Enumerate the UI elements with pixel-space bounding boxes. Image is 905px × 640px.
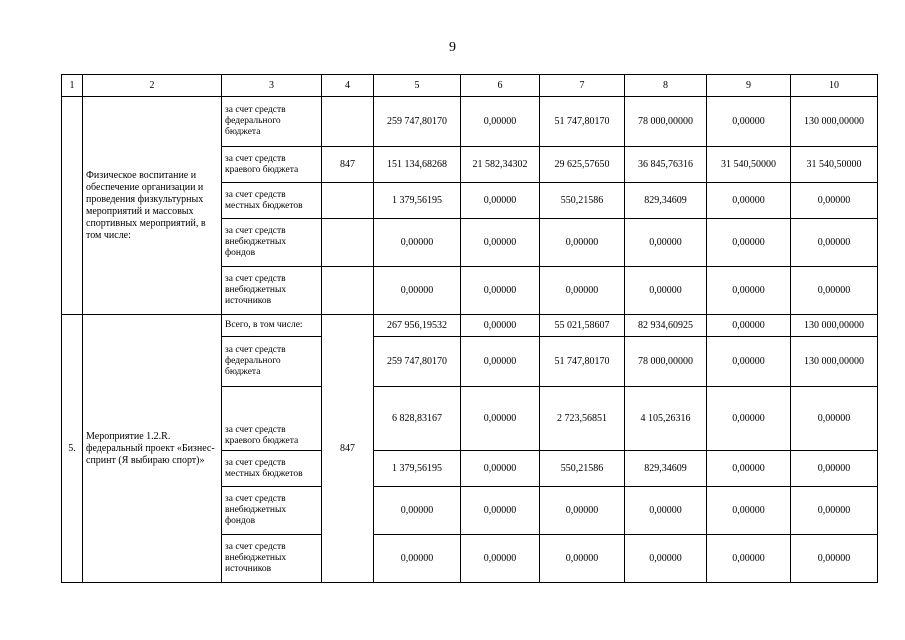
value-cell: 0,00000 — [791, 487, 878, 535]
header-cell: 10 — [791, 75, 878, 97]
header-row — [62, 75, 878, 97]
value-cell: 0,00000 — [707, 337, 791, 387]
value-cell: 0,00000 — [625, 267, 707, 315]
header-cell: 9 — [707, 75, 791, 97]
funding-source-label: за счет средств местных бюджетов — [222, 183, 322, 219]
value-cell: 1 379,56195 — [374, 451, 461, 487]
value-cell: 0,00000 — [461, 97, 540, 147]
value-cell: 78 000,00000 — [625, 97, 707, 147]
value-cell: 829,34609 — [625, 451, 707, 487]
header-cell: 3 — [222, 75, 322, 97]
row-number-cell: 5. — [62, 315, 83, 583]
value-cell: 0,00000 — [374, 487, 461, 535]
value-cell: 51 747,80170 — [540, 337, 625, 387]
table-row — [62, 97, 878, 147]
value-cell: 0,00000 — [461, 267, 540, 315]
header-cell: 7 — [540, 75, 625, 97]
funding-source-label: за счет средств внебюджетных фондов — [222, 219, 322, 267]
value-cell: 0,00000 — [707, 387, 791, 451]
value-cell: 51 747,80170 — [540, 97, 625, 147]
value-cell: 36 845,76316 — [625, 147, 707, 183]
value-cell: 0,00000 — [461, 219, 540, 267]
value-cell: 0,00000 — [374, 267, 461, 315]
value-cell: 550,21586 — [540, 183, 625, 219]
funding-source-label: за счет средств краевого бюджета — [222, 387, 322, 451]
value-cell: 0,00000 — [461, 315, 540, 337]
value-cell: 0,00000 — [461, 535, 540, 583]
header-cell: 4 — [322, 75, 374, 97]
page-number: 9 — [449, 40, 456, 55]
value-cell: 1 379,56195 — [374, 183, 461, 219]
code-cell — [322, 183, 374, 219]
value-cell: 259 747,80170 — [374, 337, 461, 387]
value-cell: 29 625,57650 — [540, 147, 625, 183]
measure-name-cell: Физическое воспитание и обеспечение организации и проведения физкультурных мероприятий и массовых спортивных мероприятий, в том числе: — [83, 97, 222, 315]
value-cell: 0,00000 — [707, 97, 791, 147]
funding-source-label: за счет средств местных бюджетов — [222, 451, 322, 487]
header-cell: 2 — [83, 75, 222, 97]
funding-source-label: Всего, в том числе: — [222, 315, 322, 337]
measure-name-cell: Мероприятие 1.2.R. федеральный проект «Бизнес-спринт (Я выбираю спорт)» — [83, 315, 222, 583]
funding-source-label: за счет средств федерального бюджета — [222, 337, 322, 387]
code-cell — [322, 219, 374, 267]
funding-source-label: за счет средств краевого бюджета — [222, 147, 322, 183]
value-cell: 0,00000 — [540, 535, 625, 583]
value-cell: 0,00000 — [374, 535, 461, 583]
value-cell: 0,00000 — [625, 487, 707, 535]
value-cell: 0,00000 — [461, 487, 540, 535]
value-cell: 130 000,00000 — [791, 337, 878, 387]
value-cell: 0,00000 — [707, 535, 791, 583]
header-cell: 5 — [374, 75, 461, 97]
value-cell: 0,00000 — [791, 267, 878, 315]
value-cell: 0,00000 — [791, 451, 878, 487]
code-cell: 847 — [322, 315, 374, 583]
value-cell: 550,21586 — [540, 451, 625, 487]
value-cell: 130 000,00000 — [791, 315, 878, 337]
value-cell: 0,00000 — [707, 219, 791, 267]
header-cell: 1 — [62, 75, 83, 97]
value-cell: 31 540,50000 — [707, 147, 791, 183]
value-cell: 0,00000 — [540, 267, 625, 315]
header-cell: 8 — [625, 75, 707, 97]
value-cell: 0,00000 — [791, 535, 878, 583]
value-cell: 0,00000 — [707, 267, 791, 315]
value-cell: 259 747,80170 — [374, 97, 461, 147]
value-cell: 78 000,00000 — [625, 337, 707, 387]
value-cell: 0,00000 — [461, 387, 540, 451]
value-cell: 0,00000 — [461, 183, 540, 219]
value-cell: 130 000,00000 — [791, 97, 878, 147]
value-cell: 267 956,19532 — [374, 315, 461, 337]
value-cell: 82 934,60925 — [625, 315, 707, 337]
value-cell: 0,00000 — [707, 451, 791, 487]
value-cell: 0,00000 — [707, 487, 791, 535]
funding-source-label: за счет средств федерального бюджета — [222, 97, 322, 147]
code-cell — [322, 267, 374, 315]
value-cell: 0,00000 — [625, 219, 707, 267]
value-cell: 0,00000 — [707, 315, 791, 337]
budget-table — [61, 74, 878, 583]
value-cell: 4 105,26316 — [625, 387, 707, 451]
value-cell: 21 582,34302 — [461, 147, 540, 183]
value-cell: 0,00000 — [791, 387, 878, 451]
value-cell: 31 540,50000 — [791, 147, 878, 183]
value-cell: 151 134,68268 — [374, 147, 461, 183]
value-cell: 0,00000 — [791, 183, 878, 219]
header-cell: 6 — [461, 75, 540, 97]
value-cell: 0,00000 — [625, 535, 707, 583]
value-cell: 829,34609 — [625, 183, 707, 219]
value-cell: 6 828,83167 — [374, 387, 461, 451]
value-cell: 2 723,56851 — [540, 387, 625, 451]
value-cell: 0,00000 — [791, 219, 878, 267]
value-cell: 0,00000 — [707, 183, 791, 219]
code-cell: 847 — [322, 147, 374, 183]
value-cell: 0,00000 — [540, 487, 625, 535]
funding-source-label: за счет средств внебюджетных источников — [222, 535, 322, 583]
code-cell — [322, 97, 374, 147]
value-cell: 55 021,58607 — [540, 315, 625, 337]
row-number-cell — [62, 97, 83, 315]
funding-source-label: за счет средств внебюджетных фондов — [222, 487, 322, 535]
funding-source-label: за счет средств внебюджетных источников — [222, 267, 322, 315]
table-row — [62, 315, 878, 337]
value-cell: 0,00000 — [461, 451, 540, 487]
value-cell: 0,00000 — [540, 219, 625, 267]
value-cell: 0,00000 — [461, 337, 540, 387]
value-cell: 0,00000 — [374, 219, 461, 267]
